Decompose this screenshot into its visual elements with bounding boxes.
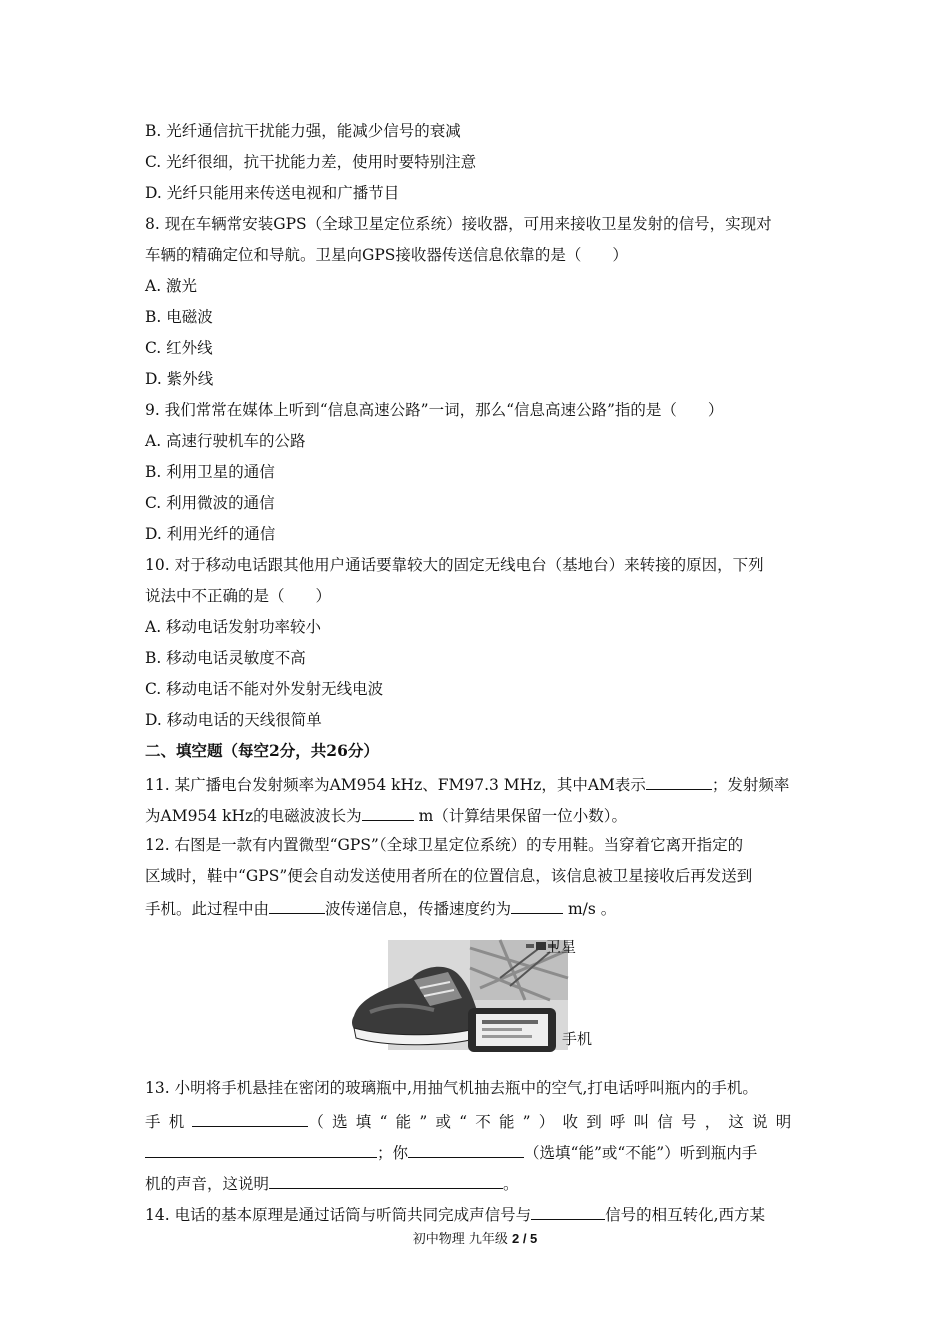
- question-13-line: [145, 1110, 800, 1132]
- satellite-label: 卫星: [546, 938, 577, 956]
- answer-blank[interactable]: [511, 897, 563, 914]
- question-10-stem: 10. 对于移动电话跟其他用户通话要靠较大的固定无线电台（基地台）来转接的原因，下列: [145, 556, 764, 574]
- question-9-option-b: B. 利用卫星的通信: [145, 463, 275, 481]
- page-footer: [0, 1228, 950, 1247]
- answer-blank[interactable]: [145, 1141, 377, 1158]
- question-8-stem: 车辆的精确定位和导航。卫星向GPS接收器传送信息依靠的是（ ）: [145, 246, 628, 264]
- question-13-text: 机的声音，这说明: [145, 1175, 270, 1193]
- answer-blank[interactable]: [269, 897, 325, 914]
- question-10-option-a: A. 移动电话发射功率较小: [145, 618, 322, 636]
- option-line: D. 光纤只能用来传送电视和广播节目: [145, 184, 400, 202]
- gps-shoe-figure: [350, 938, 608, 1054]
- question-13-text: 手机: [145, 1113, 193, 1131]
- phone-icon: [468, 1008, 556, 1052]
- option-line: C. 光纤很细，抗干扰能力差，使用时要特别注意: [145, 153, 477, 171]
- question-11-text: ；发射频率: [711, 776, 790, 794]
- phone-label: 手机: [562, 1030, 593, 1048]
- question-8-option-a: A. 激光: [145, 277, 198, 295]
- question-9-option-c: C. 利用微波的通信: [145, 494, 275, 512]
- question-14-text: 信号的相互转化,西方某: [605, 1206, 766, 1224]
- answer-blank[interactable]: [531, 1203, 605, 1220]
- question-13-stem: 13. 小明将手机悬挂在密闭的玻璃瓶中,用抽气机抽去瓶中的空气,打电话呼叫瓶内的手机。: [145, 1079, 758, 1097]
- question-14-line: [145, 1203, 765, 1225]
- question-11-line: [145, 804, 627, 826]
- question-11-text: m（计算结果保留一位小数）。: [413, 807, 628, 825]
- question-10-option-d: D. 移动电话的天线很简单: [145, 711, 322, 729]
- question-13-text: （选填“能”或“不能”）收到呼叫信号，这说明: [308, 1113, 800, 1131]
- question-13-line: [145, 1172, 519, 1194]
- option-line: B. 光纤通信抗干扰能力强，能减少信号的衰减: [145, 122, 461, 140]
- answer-blank[interactable]: [362, 804, 414, 821]
- question-8-option-b: B. 电磁波: [145, 308, 213, 326]
- answer-blank[interactable]: [269, 1172, 503, 1189]
- question-11-text: 11. 某广播电台发射频率为AM954 kHz、FM97.3 MHz，其中AM表示: [145, 776, 646, 794]
- question-12-text: 手机。此过程中由: [145, 900, 270, 918]
- question-8-stem: 8. 现在车辆常安装GPS（全球卫星定位系统）接收器，可用来接收卫星发射的信号，实现对: [145, 215, 772, 233]
- section-heading: 二、填空题（每空2分，共26分）: [145, 741, 379, 760]
- question-8-option-d: D. 紫外线: [145, 370, 214, 388]
- shoe-icon: [352, 967, 478, 1045]
- question-13-text: ；你: [377, 1144, 409, 1162]
- footer-text: 初中物理 九年级: [412, 1232, 508, 1247]
- answer-blank[interactable]: [408, 1141, 524, 1158]
- question-10-option-b: B. 移动电话灵敏度不高: [145, 649, 306, 667]
- question-12-line: [145, 897, 616, 919]
- question-13-line: [145, 1141, 757, 1163]
- question-9-option-a: A. 高速行驶机车的公路: [145, 432, 306, 450]
- answer-blank[interactable]: [646, 773, 712, 790]
- question-12-stem: 区域时，鞋中“GPS”便会自动发送使用者所在的位置信息，该信息被卫星接收后再发送到: [145, 867, 753, 885]
- question-12-stem: 12. 右图是一款有内置微型“GPS”（全球卫星定位系统）的专用鞋。当穿着它离开指定的: [145, 836, 744, 854]
- question-12-text: m/s 。: [563, 900, 617, 918]
- question-13-text: （选填“能”或“不能”）听到瓶内手: [524, 1144, 758, 1162]
- question-13-text: 。: [503, 1175, 519, 1193]
- answer-blank[interactable]: [192, 1110, 308, 1127]
- question-10-option-c: C. 移动电话不能对外发射无线电波: [145, 680, 384, 698]
- question-9-option-d: D. 利用光纤的通信: [145, 525, 276, 543]
- question-8-option-c: C. 红外线: [145, 339, 213, 357]
- page-number: 2 / 5: [511, 1231, 538, 1246]
- question-10-stem: 说法中不正确的是（ ）: [145, 587, 332, 605]
- question-11-text: 为AM954 kHz的电磁波波长为: [145, 807, 362, 825]
- question-12-text: 波传递信息，传播速度约为: [325, 900, 512, 918]
- question-11-line: [145, 773, 789, 795]
- question-9-stem: 9. 我们常常在媒体上听到“信息高速公路”一词，那么“信息高速公路”指的是（ ）: [145, 401, 724, 419]
- question-14-text: 14. 电话的基本原理是通过话筒与听筒共同完成声信号与: [145, 1206, 532, 1224]
